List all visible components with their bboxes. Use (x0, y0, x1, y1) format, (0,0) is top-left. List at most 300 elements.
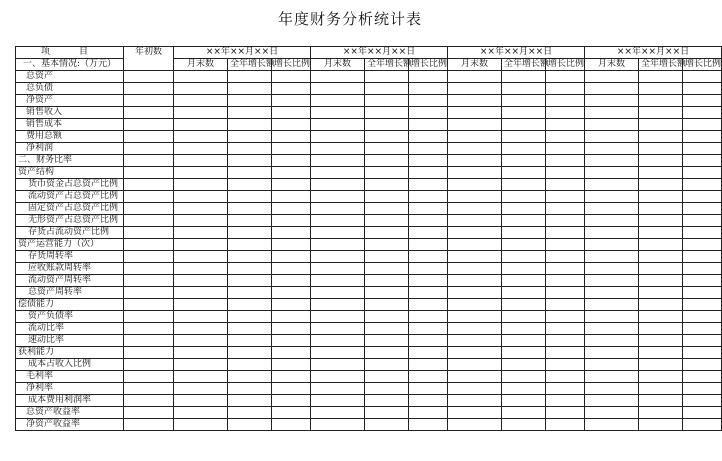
table-cell (639, 119, 683, 131)
table-cell (272, 179, 311, 191)
table-cell (409, 407, 448, 419)
table-cell (124, 347, 174, 359)
subheader-month-end: 月末数 (311, 59, 365, 71)
table-cell (585, 215, 639, 227)
table-cell (124, 239, 174, 251)
table-cell (585, 119, 639, 131)
table-cell (448, 179, 502, 191)
table-cell (639, 359, 683, 371)
table-cell (546, 251, 585, 263)
table-row (16, 191, 722, 203)
table-cell (448, 203, 502, 215)
table-cell (639, 419, 683, 431)
column-header-opening: 年初数 (124, 47, 174, 71)
table-cell (311, 287, 365, 299)
table-cell (228, 347, 272, 359)
table-cell (272, 239, 311, 251)
table-cell (174, 155, 228, 167)
table-cell (639, 203, 683, 215)
table-cell (683, 203, 722, 215)
table-cell (546, 407, 585, 419)
table-cell (228, 371, 272, 383)
table-cell (683, 95, 722, 107)
table-cell (448, 359, 502, 371)
column-header-period-4: ××年××月××日 (585, 47, 722, 59)
row-label: 总负债 (16, 83, 124, 95)
table-cell (124, 311, 174, 323)
table-cell (585, 407, 639, 419)
table-cell (228, 191, 272, 203)
table-cell (448, 95, 502, 107)
table-cell (448, 107, 502, 119)
table-cell (683, 251, 722, 263)
row-label: 偿债能力 (16, 299, 124, 311)
table-cell (585, 95, 639, 107)
table-cell (228, 251, 272, 263)
row-label: 固定资产占总资产比例 (16, 203, 124, 215)
table-cell (311, 95, 365, 107)
table-row (16, 287, 722, 299)
table-cell (272, 359, 311, 371)
table-cell (365, 227, 409, 239)
table-cell (124, 95, 174, 107)
row-label: 二、财务比率 (16, 155, 124, 167)
table-cell (174, 323, 228, 335)
table-cell (365, 263, 409, 275)
table-cell (639, 95, 683, 107)
table-cell (272, 167, 311, 179)
table-cell (639, 311, 683, 323)
table-cell (448, 227, 502, 239)
table-cell (272, 131, 311, 143)
table-cell (365, 239, 409, 251)
table-cell (311, 263, 365, 275)
table-cell (365, 287, 409, 299)
row-label: 成本费用利润率 (16, 395, 124, 407)
column-header-period-3: ××年××月××日 (448, 47, 585, 59)
row-label: 应收账款周转率 (16, 263, 124, 275)
table-row (16, 251, 722, 263)
table-cell (448, 251, 502, 263)
table-cell (585, 155, 639, 167)
table-cell (124, 359, 174, 371)
subheader-month-end: 月末数 (174, 59, 228, 71)
row-label: 销售成本 (16, 119, 124, 131)
section-label-basic: 一、基本情况:（万元） (16, 59, 124, 71)
table-cell (585, 347, 639, 359)
row-label: 存货周转率 (16, 251, 124, 263)
table-cell (546, 143, 585, 155)
table-cell (448, 395, 502, 407)
table-row (16, 335, 722, 347)
row-label: 净资产 (16, 95, 124, 107)
table-cell (311, 215, 365, 227)
table-cell (409, 287, 448, 299)
table-cell (502, 335, 546, 347)
table-cell (174, 203, 228, 215)
table-cell (683, 407, 722, 419)
table-cell (639, 383, 683, 395)
table-cell (174, 131, 228, 143)
table-cell (228, 239, 272, 251)
subheader-annual-growth: 全年增长额 (639, 59, 683, 71)
table-cell (174, 119, 228, 131)
table-cell (228, 155, 272, 167)
table-cell (502, 95, 546, 107)
table-cell (124, 203, 174, 215)
table-cell (639, 371, 683, 383)
table-cell (639, 131, 683, 143)
table-row (16, 83, 722, 95)
table-cell (365, 311, 409, 323)
table-row (16, 167, 722, 179)
table-cell (124, 419, 174, 431)
table-cell (174, 395, 228, 407)
table-cell (546, 395, 585, 407)
table-row (16, 155, 722, 167)
table-cell (311, 227, 365, 239)
table-cell (409, 143, 448, 155)
table-cell (546, 167, 585, 179)
table-row (16, 359, 722, 371)
table-cell (448, 191, 502, 203)
table-row (16, 179, 722, 191)
table-row (16, 227, 722, 239)
table-cell (409, 323, 448, 335)
column-header-period-2: ××年××月××日 (311, 47, 448, 59)
table-cell (546, 83, 585, 95)
table-cell (365, 299, 409, 311)
table-row (16, 323, 722, 335)
table-cell (448, 83, 502, 95)
table-cell (683, 107, 722, 119)
table-cell (585, 275, 639, 287)
row-label: 无形资产占总资产比例 (16, 215, 124, 227)
table-cell (174, 383, 228, 395)
table-cell (174, 371, 228, 383)
table-cell (272, 311, 311, 323)
table-cell (365, 203, 409, 215)
table-cell (639, 71, 683, 83)
table-cell (409, 95, 448, 107)
table-cell (585, 83, 639, 95)
table-cell (311, 383, 365, 395)
table-cell (448, 311, 502, 323)
table-cell (546, 131, 585, 143)
table-cell (174, 239, 228, 251)
table-cell (365, 323, 409, 335)
row-label: 流动资产占总资产比例 (16, 191, 124, 203)
table-cell (448, 335, 502, 347)
table-cell (502, 395, 546, 407)
table-cell (228, 119, 272, 131)
table-cell (448, 263, 502, 275)
row-label: 成本占收入比例 (16, 359, 124, 371)
table-cell (124, 107, 174, 119)
table-cell (502, 287, 546, 299)
table-cell (174, 143, 228, 155)
table-row (16, 239, 722, 251)
table-cell (409, 419, 448, 431)
table-cell (639, 251, 683, 263)
table-cell (228, 203, 272, 215)
row-label: 毛利率 (16, 371, 124, 383)
row-label: 净利率 (16, 383, 124, 395)
table-cell (311, 203, 365, 215)
table-row (16, 311, 722, 323)
table-cell (585, 107, 639, 119)
table-cell (272, 227, 311, 239)
table-cell (409, 263, 448, 275)
table-cell (585, 239, 639, 251)
table-cell (448, 215, 502, 227)
page-title: 年度财务分析统计表 (277, 10, 422, 28)
table-cell (228, 179, 272, 191)
table-cell (174, 287, 228, 299)
table-cell (365, 191, 409, 203)
table-cell (502, 299, 546, 311)
table-cell (174, 251, 228, 263)
table-cell (311, 407, 365, 419)
table-cell (272, 203, 311, 215)
table-body (16, 71, 722, 431)
table-cell (311, 167, 365, 179)
table-cell (502, 143, 546, 155)
table-row (16, 407, 722, 419)
table-cell (639, 227, 683, 239)
table-cell (365, 347, 409, 359)
table-cell (311, 299, 365, 311)
row-label: 流动比率 (16, 323, 124, 335)
table-cell (683, 239, 722, 251)
table-cell (546, 263, 585, 275)
table-row (16, 299, 722, 311)
table-cell (272, 263, 311, 275)
table-cell (585, 395, 639, 407)
table-row (16, 215, 722, 227)
table-cell (311, 83, 365, 95)
table-cell (585, 263, 639, 275)
table-cell (365, 107, 409, 119)
table-cell (124, 191, 174, 203)
table-cell (272, 119, 311, 131)
table-cell (502, 383, 546, 395)
table-cell (585, 335, 639, 347)
table-cell (272, 395, 311, 407)
table-cell (502, 311, 546, 323)
table-cell (683, 263, 722, 275)
table-cell (272, 335, 311, 347)
table-cell (409, 71, 448, 83)
table-cell (174, 107, 228, 119)
table-cell (683, 119, 722, 131)
table-cell (409, 383, 448, 395)
row-label: 净资产收益率 (16, 419, 124, 431)
table-row (16, 107, 722, 119)
table-cell (272, 191, 311, 203)
table-cell (409, 335, 448, 347)
subheader-growth-ratio: 增长比例 (683, 59, 722, 71)
row-label: 资产运营能力（次） (16, 239, 124, 251)
table-cell (409, 359, 448, 371)
table-row (16, 71, 722, 83)
table-cell (683, 323, 722, 335)
table-cell (365, 275, 409, 287)
table-cell (272, 299, 311, 311)
table-cell (124, 143, 174, 155)
table-cell (639, 83, 683, 95)
table-cell (365, 155, 409, 167)
table-cell (311, 131, 365, 143)
table-cell (683, 191, 722, 203)
table-cell (124, 155, 174, 167)
table-cell (639, 395, 683, 407)
table-row (16, 119, 722, 131)
table-cell (502, 155, 546, 167)
table-row (16, 95, 722, 107)
table-cell (365, 359, 409, 371)
table-cell (228, 107, 272, 119)
table-cell (409, 251, 448, 263)
table-cell (448, 323, 502, 335)
table-cell (448, 167, 502, 179)
table-cell (409, 167, 448, 179)
table-cell (585, 323, 639, 335)
table-cell (124, 371, 174, 383)
table-cell (174, 167, 228, 179)
table-cell (174, 335, 228, 347)
table-cell (546, 107, 585, 119)
table-cell (365, 215, 409, 227)
table-cell (546, 203, 585, 215)
table-cell (683, 383, 722, 395)
table-cell (365, 95, 409, 107)
table-cell (272, 143, 311, 155)
row-label: 净利润 (16, 143, 124, 155)
table-cell (639, 155, 683, 167)
table-cell (546, 383, 585, 395)
table-cell (448, 119, 502, 131)
table-cell (409, 203, 448, 215)
table-cell (502, 323, 546, 335)
table-cell (448, 299, 502, 311)
table-cell (639, 407, 683, 419)
table-cell (639, 143, 683, 155)
table-cell (502, 167, 546, 179)
table-cell (272, 407, 311, 419)
table-row (16, 143, 722, 155)
table-cell (174, 347, 228, 359)
table-cell (272, 95, 311, 107)
table-cell (311, 311, 365, 323)
table-cell (502, 371, 546, 383)
table-cell (502, 131, 546, 143)
table-cell (272, 107, 311, 119)
table-cell (124, 251, 174, 263)
table-cell (683, 311, 722, 323)
table-cell (174, 215, 228, 227)
table-cell (683, 275, 722, 287)
table-cell (311, 107, 365, 119)
table-cell (124, 323, 174, 335)
table-cell (228, 335, 272, 347)
table-cell (272, 251, 311, 263)
table-cell (502, 83, 546, 95)
table-cell (585, 131, 639, 143)
table-cell (228, 263, 272, 275)
financial-analysis-table (15, 46, 722, 431)
table-cell (311, 71, 365, 83)
table-cell (683, 71, 722, 83)
table-cell (639, 263, 683, 275)
table-cell (683, 227, 722, 239)
table-cell (448, 419, 502, 431)
table-cell (448, 275, 502, 287)
table-cell (124, 83, 174, 95)
subheader-month-end: 月末数 (448, 59, 502, 71)
table-cell (585, 179, 639, 191)
table-cell (639, 275, 683, 287)
table-cell (174, 359, 228, 371)
table-cell (174, 263, 228, 275)
table-cell (448, 383, 502, 395)
table-cell (409, 371, 448, 383)
table-cell (272, 347, 311, 359)
table-cell (448, 371, 502, 383)
row-label: 总资产 (16, 71, 124, 83)
table-cell (639, 335, 683, 347)
table-cell (311, 275, 365, 287)
table-cell (174, 299, 228, 311)
table-row (16, 371, 722, 383)
table-cell (546, 287, 585, 299)
table-cell (683, 179, 722, 191)
table-cell (124, 179, 174, 191)
table-cell (365, 143, 409, 155)
table-cell (409, 155, 448, 167)
table-cell (683, 335, 722, 347)
table-cell (585, 71, 639, 83)
table-cell (502, 407, 546, 419)
table-cell (585, 227, 639, 239)
row-label: 销售收入 (16, 107, 124, 119)
table-cell (228, 71, 272, 83)
table-row (16, 131, 722, 143)
table-cell (174, 419, 228, 431)
table-cell (639, 107, 683, 119)
table-cell (228, 215, 272, 227)
table-cell (502, 179, 546, 191)
table-cell (546, 71, 585, 83)
table-cell (546, 155, 585, 167)
table-cell (365, 71, 409, 83)
table-cell (546, 95, 585, 107)
table-cell (365, 83, 409, 95)
table-cell (639, 215, 683, 227)
table-cell (683, 371, 722, 383)
table-cell (448, 155, 502, 167)
table-cell (409, 119, 448, 131)
table-cell (683, 395, 722, 407)
table-cell (639, 179, 683, 191)
table-cell (546, 335, 585, 347)
table-cell (683, 299, 722, 311)
table-cell (311, 395, 365, 407)
table-cell (228, 167, 272, 179)
table-cell (683, 155, 722, 167)
table-cell (409, 131, 448, 143)
table-cell (502, 275, 546, 287)
